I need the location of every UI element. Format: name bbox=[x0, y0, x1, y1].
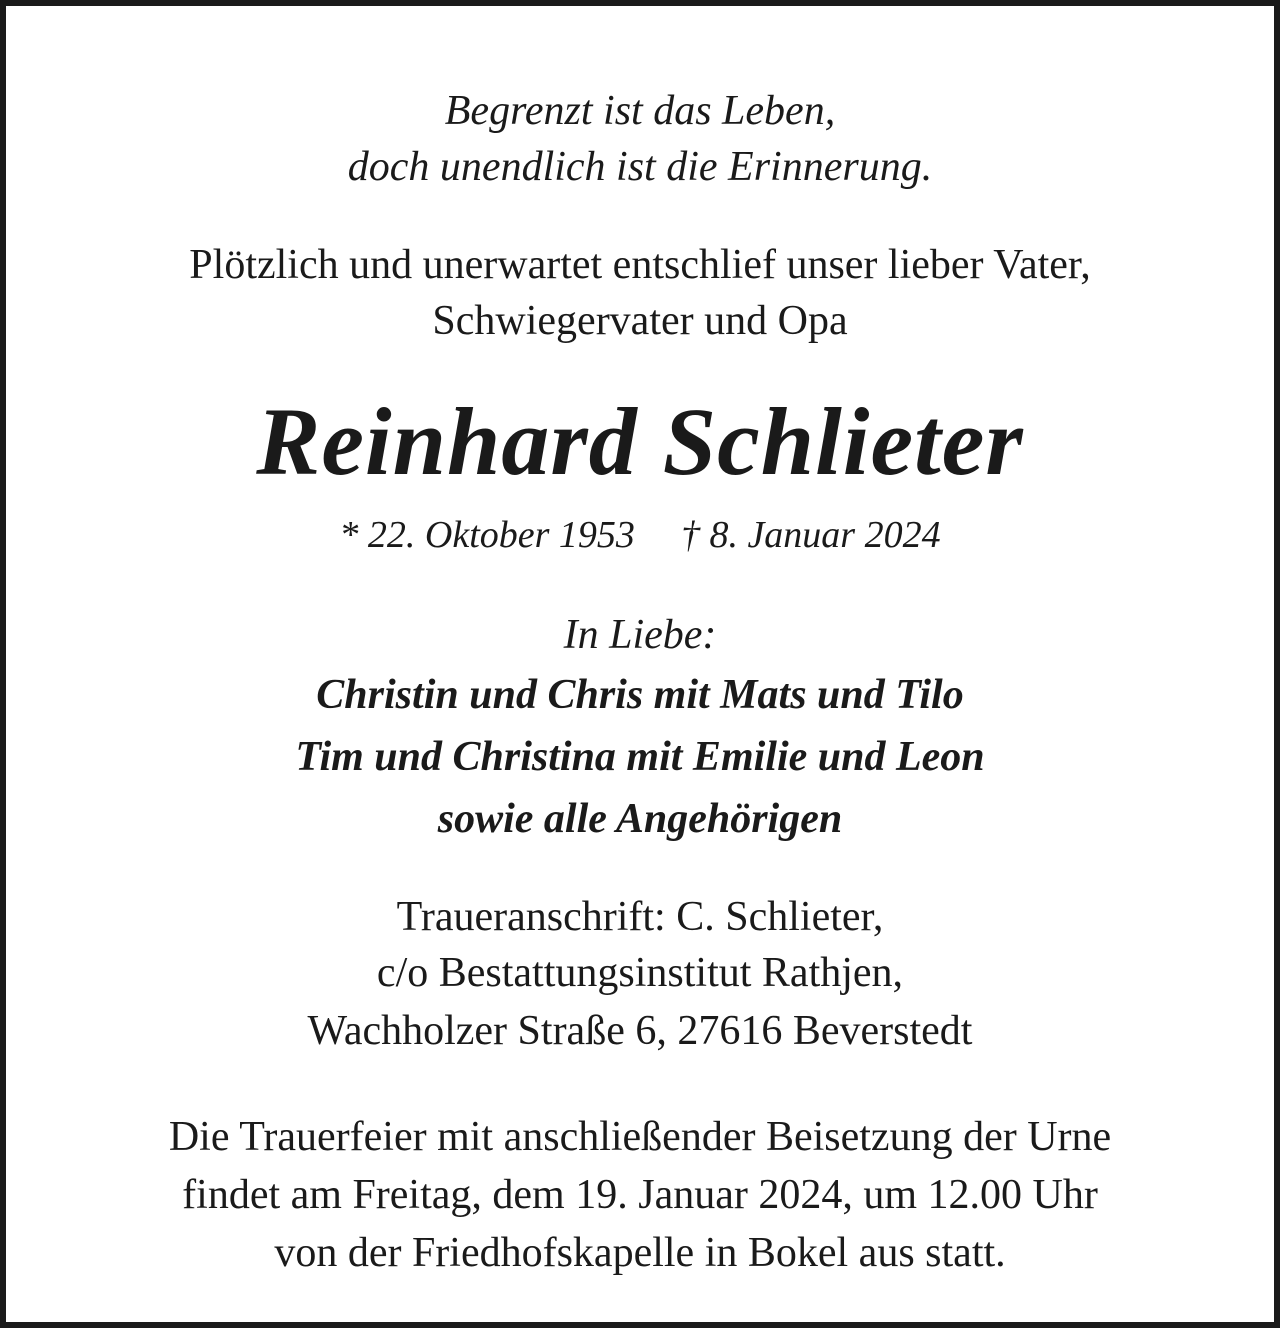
intro-line-2: Schwiegervater und Opa bbox=[432, 298, 848, 344]
motto-line-2: doch unendlich ist die Erinnerung. bbox=[347, 144, 933, 190]
mourners-line-2: Tim und Christina mit Emilie und Leon bbox=[295, 734, 985, 780]
mourners-line-1: Christin und Chris mit Mats und Tilo bbox=[316, 672, 964, 718]
death-date: † 8. Januar 2024 bbox=[680, 514, 941, 556]
ceremony-line-1: Die Trauerfeier mit anschließender Beisetzung der Urne bbox=[168, 1114, 1112, 1160]
birth-date: * 22. Oktober 1953 bbox=[339, 514, 635, 556]
ceremony-line-3: von der Friedhofskapelle in Bokel aus statt. bbox=[274, 1230, 1006, 1276]
intro-line-1: Plötzlich und unerwartet entschlief unser lieber Vater, bbox=[189, 242, 1091, 288]
mourners-line-3: sowie alle Angehörigen bbox=[437, 796, 843, 842]
motto-line-1: Begrenzt ist das Leben, bbox=[444, 88, 836, 134]
mourners-heading: In Liebe: bbox=[563, 612, 717, 658]
address-line-3: Wachholzer Straße 6, 27616 Beverstedt bbox=[307, 1008, 973, 1054]
deceased-name: Reinhard Schlieter bbox=[256, 388, 1024, 495]
ceremony-line-2: findet am Freitag, dem 19. Januar 2024, um 12.00 Uhr bbox=[182, 1172, 1098, 1218]
life-dates bbox=[6, 516, 1274, 554]
address-line-2: c/o Bestattungsinstitut Rathjen, bbox=[376, 950, 904, 996]
address-line-1: Traueranschrift: C. Schlieter, bbox=[396, 894, 884, 940]
